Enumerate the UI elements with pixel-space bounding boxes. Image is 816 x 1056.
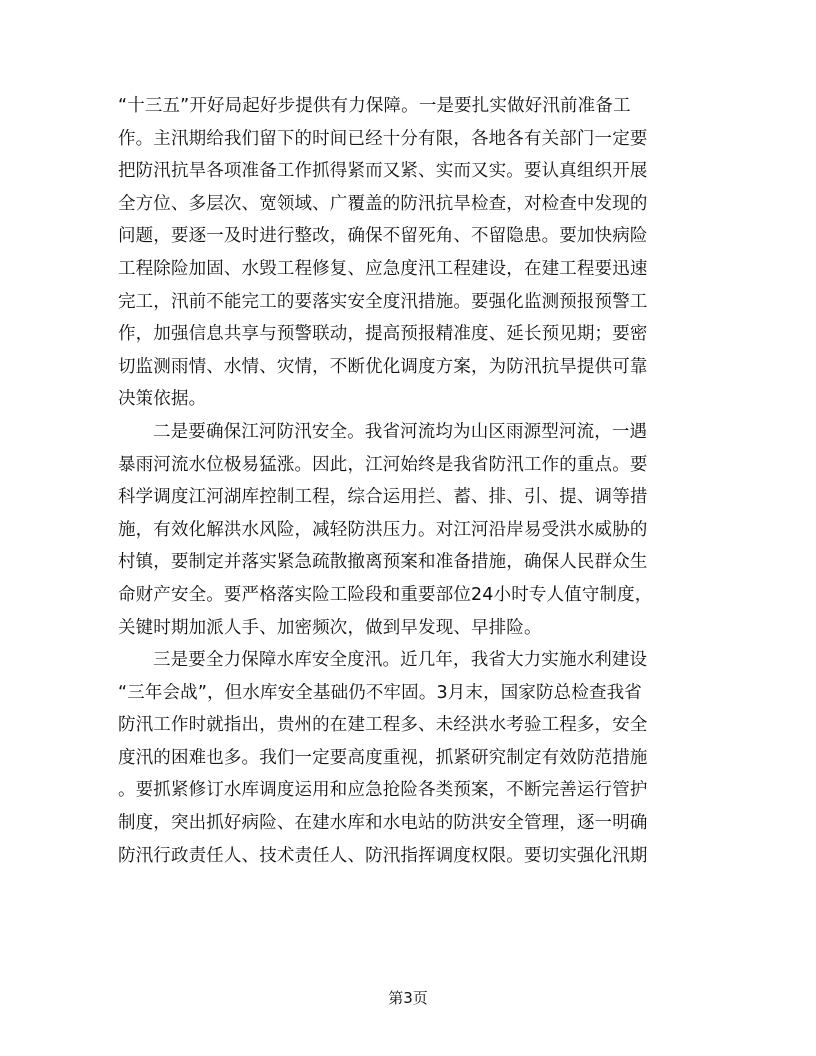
text-line: 关键时期加派人手、加密频次，做到早发现、早排险。 (118, 617, 542, 638)
text-line: “三年会战”，但水库安全基础仍不牢固。3月末，国家防总检查我省 (118, 682, 642, 703)
body-text (118, 90, 708, 872)
text-line: 完工，汛前不能完工的要落实安全度汛措施。要强化监测预报预警工 (118, 291, 648, 312)
text-line: 全方位、多层次、宽领域、广覆盖的防汛抗旱检查，对检查中发现的 (118, 193, 648, 214)
text-line: 决策依据。 (118, 389, 207, 410)
paragraph-start-line: 三是要全力保障水库安全度汛。近几年，我省大力实施水利建设 (153, 650, 648, 671)
text-line: 作，加强信息共享与预警联动，提高预报精准度、延长预见期；要密 (118, 324, 648, 345)
paragraph-start-line: 二是要确保江河防汛安全。我省河流均为山区雨源型河流，一遇 (153, 421, 648, 442)
text-line: 度汛的困难也多。我们一定要高度重视，抓紧研究制定有效防范措施 (118, 747, 648, 768)
text-line: 防汛行政责任人、技术责任人、防汛指挥调度权限。要切实强化汛期 (118, 845, 648, 866)
page-number: 第3页 (388, 989, 428, 1007)
text-line: 村镇，要制定并落实紧急疏散撤离预案和准备措施，确保人民群众生 (118, 552, 648, 573)
text-line: 命财产安全。要严格落实险工险段和重要部位24小时专人值守制度， (118, 584, 653, 605)
text-line: 工程除险加固、水毁工程修复、应急度汛工程建设，在建工程要迅速 (118, 258, 648, 279)
text-line: “十三五”开好局起好步提供有力保障。一是要扎实做好汛前准备工 (118, 96, 631, 116)
text-line: 。要抓紧修订水库调度运用和应急抢险各类预案，不断完善运行管护 (118, 780, 648, 801)
text-line: 问题，要逐一及时进行整改，确保不留死角、不留隐患。要加快病险 (118, 226, 648, 247)
text-line: 把防汛抗旱各项准备工作抓得紧而又紧、实而又实。要认真组织开展 (118, 161, 648, 182)
text-line: 施，有效化解洪水风险，减轻防洪压力。对江河沿岸易受洪水威胁的 (118, 519, 648, 540)
text-line: 制度，突出抓好病险、在建水库和水电站的防洪安全管理，逐一明确 (118, 813, 648, 834)
text-line: 暴雨河流水位极易猛涨。因此，江河始终是我省防汛工作的重点。要 (118, 454, 648, 475)
text-line: 防汛工作时就指出，贵州的在建工程多、未经洪水考验工程多，安全 (118, 715, 648, 736)
text-line: 科学调度江河湖库控制工程，综合运用拦、蓄、排、引、提、调等措 (118, 487, 648, 508)
text-line: 作。主汛期给我们留下的时间已经十分有限，各地各有关部门一定要 (118, 128, 648, 149)
text-line: 切监测雨情、水情、灾情，不断优化调度方案，为防汛抗旱提供可靠 (118, 356, 648, 377)
